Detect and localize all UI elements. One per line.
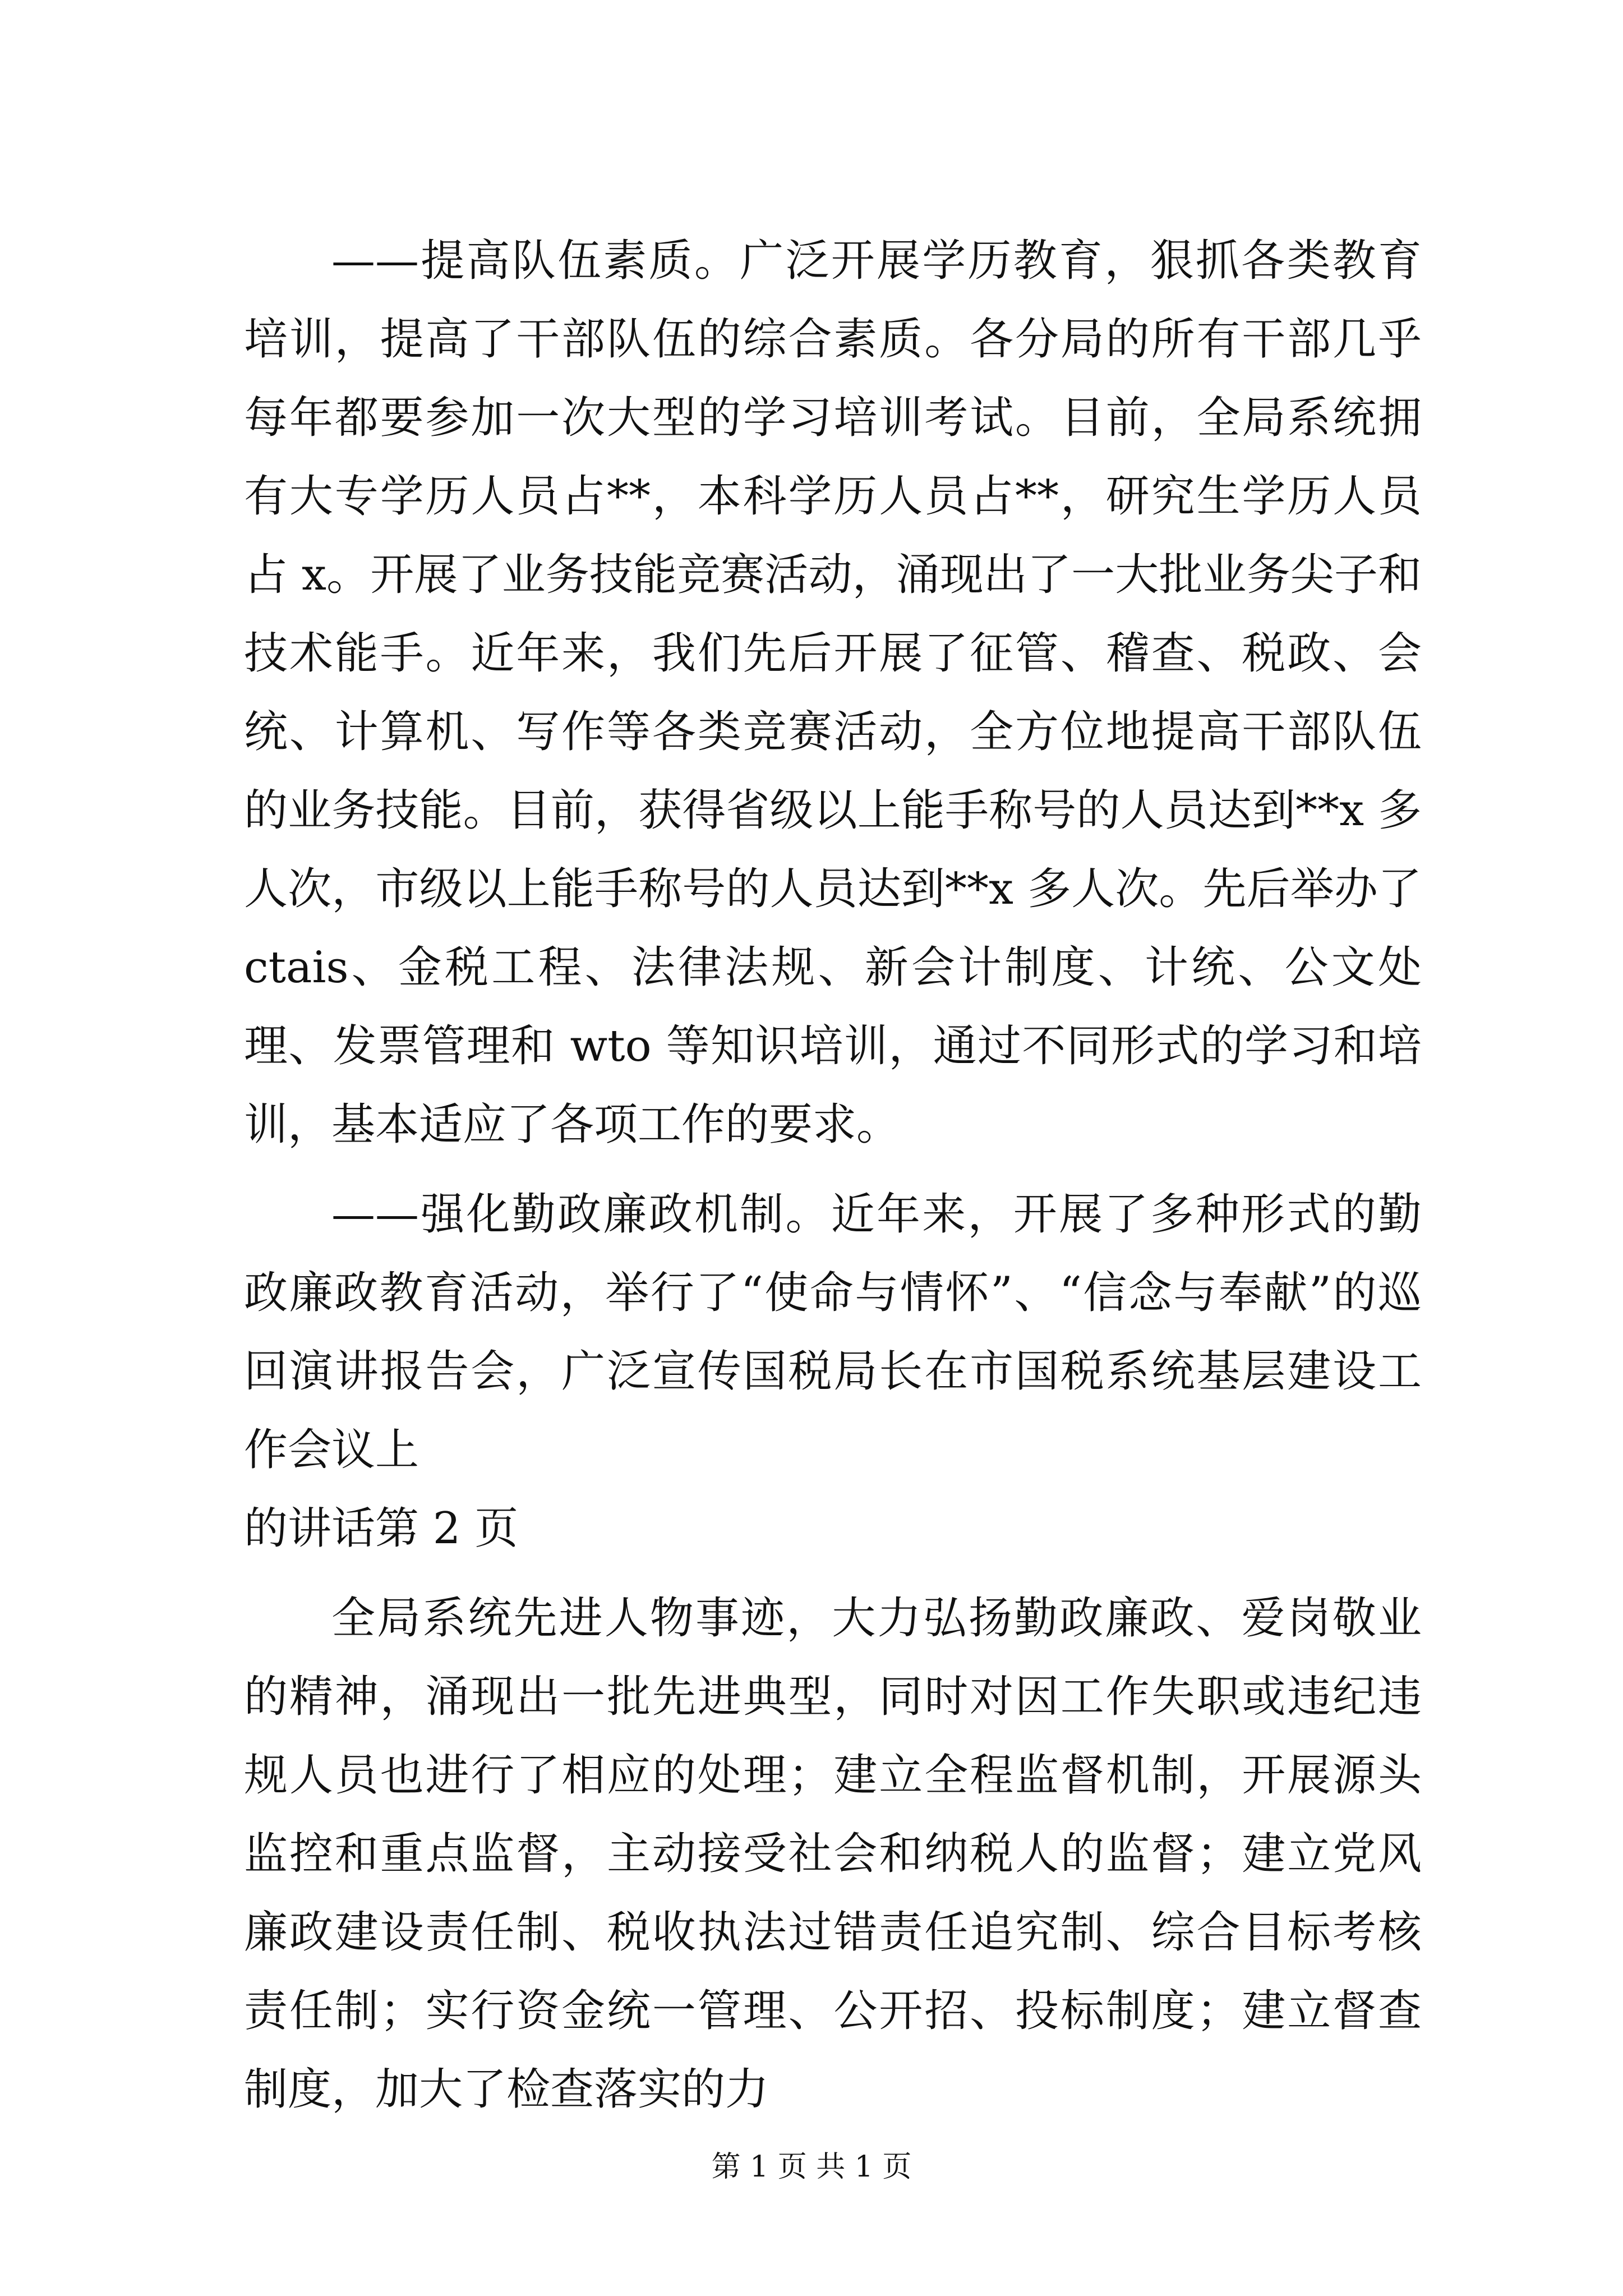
paragraph-page-marker: 的讲话第 2 页 (244, 1503, 519, 1554)
document-body (244, 222, 1422, 2129)
paragraph-integrity-mechanism: ——强化勤政廉政机制。近年来，开展了多种形式的勤政廉政教育活动，举行了“使命与情怀”、“信念与奉献”的巡回演讲报告会，广泛宣传国税局长在市国税系统基层建设工作会议上 (244, 1189, 1422, 1475)
paragraph-team-quality: ——提高队伍素质。广泛开展学历教育，狠抓各类教育培训，提高了干部队伍的综合素质。各分局的所有干部几乎每年都要参加一次大型的学习培训考试。目前，全局系统拥有大专学历人员占**，本科学历人员占**，研究生学历人员占 x。开展了业务技能竞赛活动，涌现出了一大批业务尖子和技术能手。近年来，我们先后开展了征管、稽查、税政、会统、计算机、写作等各类竞赛活动，全方位地提高干部队伍的业务技能。目前，获得省级以上能手称号的人员达到**x 多人次，市级以上能手称号的人员达到**x 多人次。先后举办了 ctais、金税工程、法律法规、新会计制度、计统、公文处理、发票管理和 wto 等知识培训，通过不同形式的学习和培训，基本适应了各项工作的要求。 (244, 236, 1422, 1150)
paragraph-advanced-deeds: 全局系统先进人物事迹，大力弘扬勤政廉政、爱岗敬业的精神，涌现出一批先进典型，同时对因工作失职或违纪违规人员也进行了相应的处理；建立全程监督机制，开展源头监控和重点监督，主动接受社会和纳税人的监督；建立党风廉政建设责任制、税收执法过错责任追究制、综合目标考核责任制；实行资金统一管理、公开招、投标制度；建立督查制度，加大了检查落实的力 (244, 1593, 1422, 2115)
page-footer: 第 1 页 共 1 页 (711, 2150, 912, 2184)
